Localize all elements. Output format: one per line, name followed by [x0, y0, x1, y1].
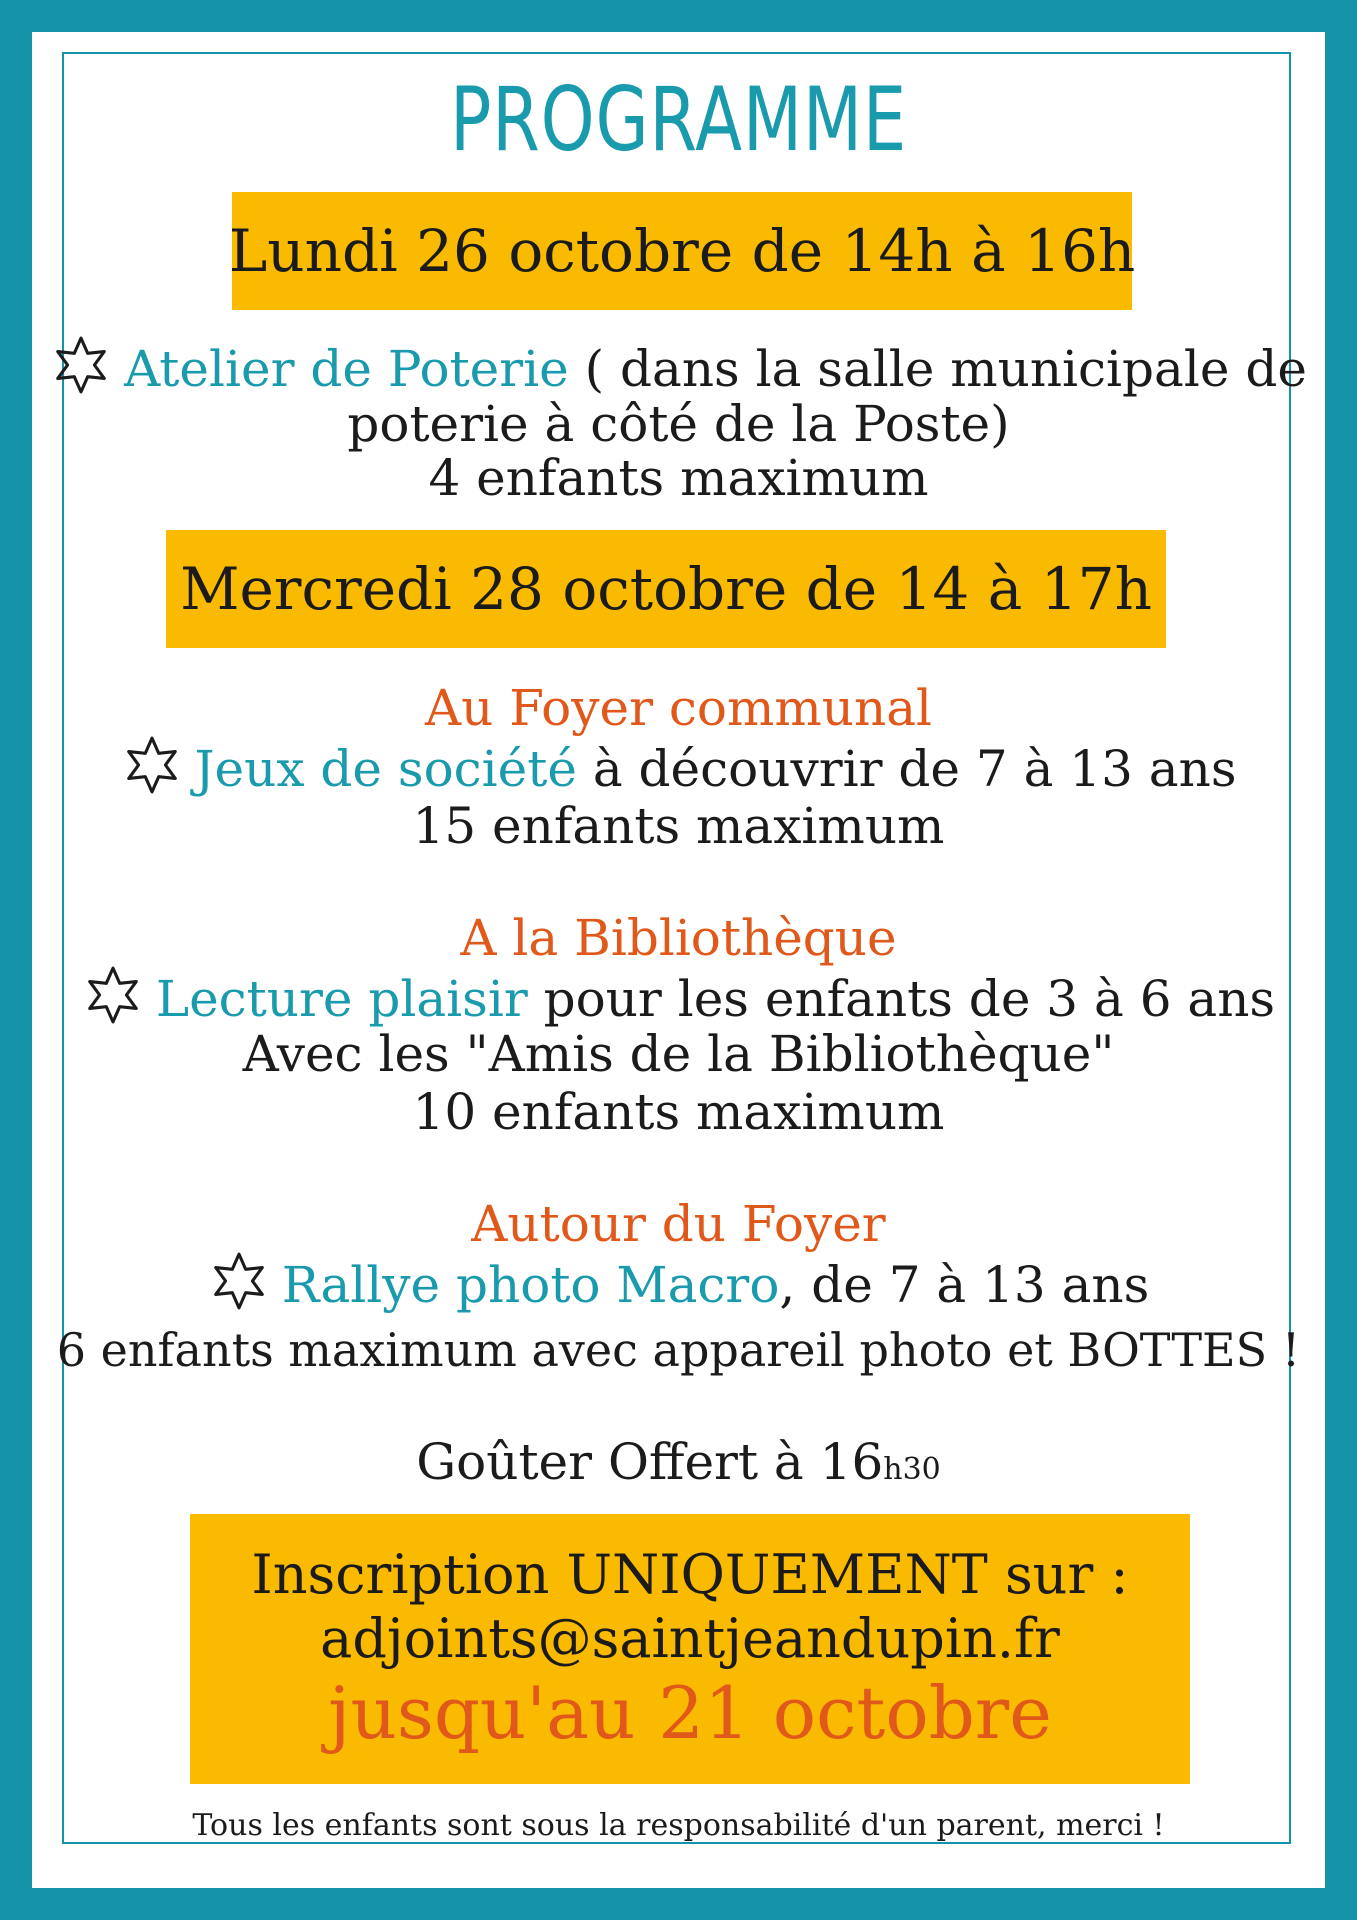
- registration-line-1: Inscription UNIQUEMENT sur :: [251, 1543, 1129, 1606]
- reading-detail-2: Avec les "Amis de la Bibliothèque": [242, 1025, 1115, 1083]
- location-library: A la Bibliothèque: [460, 909, 897, 967]
- reading-line: [0, 964, 1357, 1029]
- rally-name: Rallye photo Macro: [281, 1256, 780, 1314]
- pottery-capacity: 4 enfants maximum: [428, 449, 929, 507]
- games-line: [0, 734, 1357, 799]
- star-icon: [50, 334, 112, 396]
- rally-detail: , de 7 à 13 ans: [779, 1256, 1150, 1314]
- snack-line: [0, 1432, 1357, 1500]
- reading-name: Lecture plaisir: [155, 970, 528, 1028]
- star-icon: [121, 734, 183, 796]
- wednesday-heading: Mercredi 28 octobre de 14 à 17h: [180, 555, 1152, 623]
- reading-detail: pour les enfants de 3 à 6 ans: [527, 970, 1276, 1028]
- pottery-detail-1: ( dans la salle municipale de: [568, 340, 1307, 398]
- pottery-name: Atelier de Poterie: [124, 340, 569, 398]
- snack-text: Goûter Offert à 16: [416, 1433, 884, 1491]
- registration-email[interactable]: adjoints@saintjeandupin.fr: [320, 1607, 1060, 1670]
- pottery-line: [0, 334, 1357, 399]
- rally-capacity: 6 enfants maximum avec appareil photo et BOTTES !: [56, 1323, 1301, 1377]
- monday-heading-band: [228, 192, 1136, 310]
- star-icon: [208, 1250, 270, 1312]
- location-foyer: Au Foyer communal: [424, 679, 933, 737]
- wednesday-heading-band: [166, 530, 1166, 648]
- monday-heading: Lundi 26 octobre de 14h à 16h: [228, 217, 1136, 285]
- registration-band: [190, 1514, 1190, 1784]
- games-capacity: 15 enfants maximum: [412, 797, 945, 855]
- registration-deadline: jusqu'au 21 octobre: [328, 1671, 1052, 1755]
- snack-suffix: h30: [883, 1452, 941, 1487]
- footnote: Tous les enfants sont sous la responsabilité d'un parent, merci !: [192, 1808, 1165, 1843]
- page-title: PROGRAMME: [449, 68, 908, 171]
- location-around-foyer: Autour du Foyer: [471, 1195, 886, 1253]
- reading-capacity: 10 enfants maximum: [412, 1083, 945, 1141]
- games-name: Jeux de société: [194, 740, 577, 798]
- rally-line: [0, 1250, 1357, 1315]
- pottery-detail-2: poterie à côté de la Poste): [347, 395, 1010, 453]
- games-detail: à découvrir de 7 à 13 ans: [576, 740, 1237, 798]
- star-icon: [82, 964, 144, 1026]
